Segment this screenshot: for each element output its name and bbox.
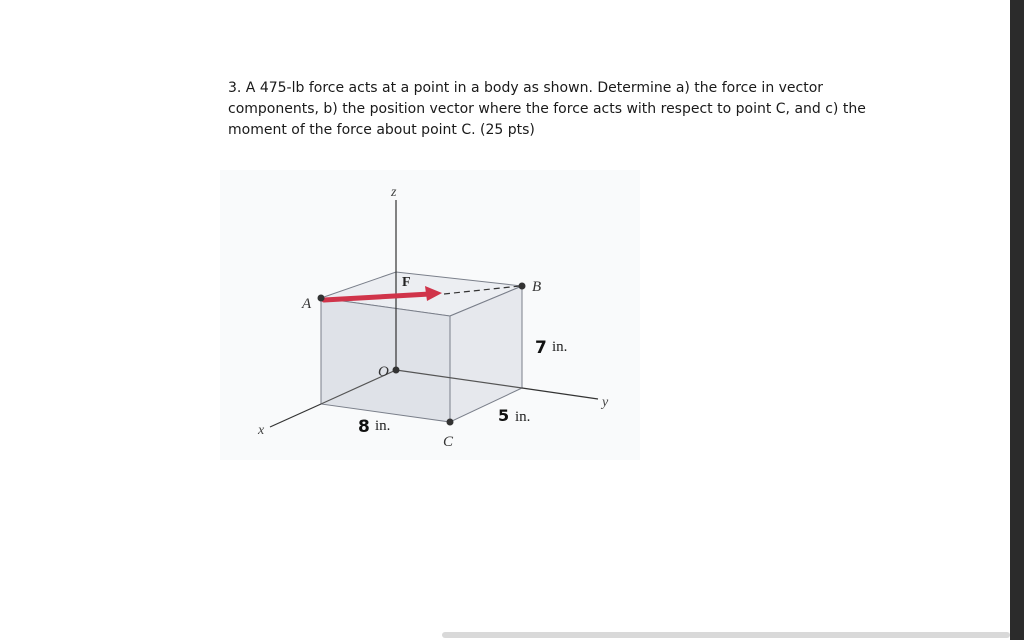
dim-y-unit: in.	[515, 409, 531, 425]
dim-x-number: 8	[358, 417, 370, 437]
horizontal-scrollbar[interactable]	[442, 632, 1010, 638]
point-c-dot	[447, 419, 454, 426]
force-diagram	[220, 170, 640, 470]
dim-x-unit: in.	[375, 418, 391, 434]
dim-height-unit: in.	[552, 339, 568, 355]
point-a-label: A	[302, 296, 312, 312]
problem-line-3: moment of the force about point C. (25 pts)	[228, 122, 535, 138]
axis-z-label: z	[391, 185, 397, 200]
box-front-face	[321, 298, 450, 422]
dim-height-number: 7	[535, 338, 547, 358]
point-a-dot	[318, 295, 325, 302]
point-b-label: B	[532, 279, 542, 295]
vertical-scrollbar[interactable]	[1010, 0, 1024, 640]
axis-x-label: x	[258, 423, 265, 438]
problem-statement	[228, 78, 888, 141]
problem-line-1: 3. A 475-lb force acts at a point in a body as shown. Determine a) the force in vector	[228, 80, 824, 96]
problem-line-2: components, b) the position vector where the force acts with respect to point C, and c) the	[228, 101, 866, 117]
axis-y-label: y	[602, 395, 609, 410]
point-b-dot	[519, 283, 526, 290]
point-c-label: C	[443, 434, 454, 450]
dim-y-number: 5	[498, 406, 510, 425]
point-o-label: O	[378, 364, 389, 380]
force-label: F	[402, 275, 411, 290]
point-o-dot	[393, 367, 400, 374]
